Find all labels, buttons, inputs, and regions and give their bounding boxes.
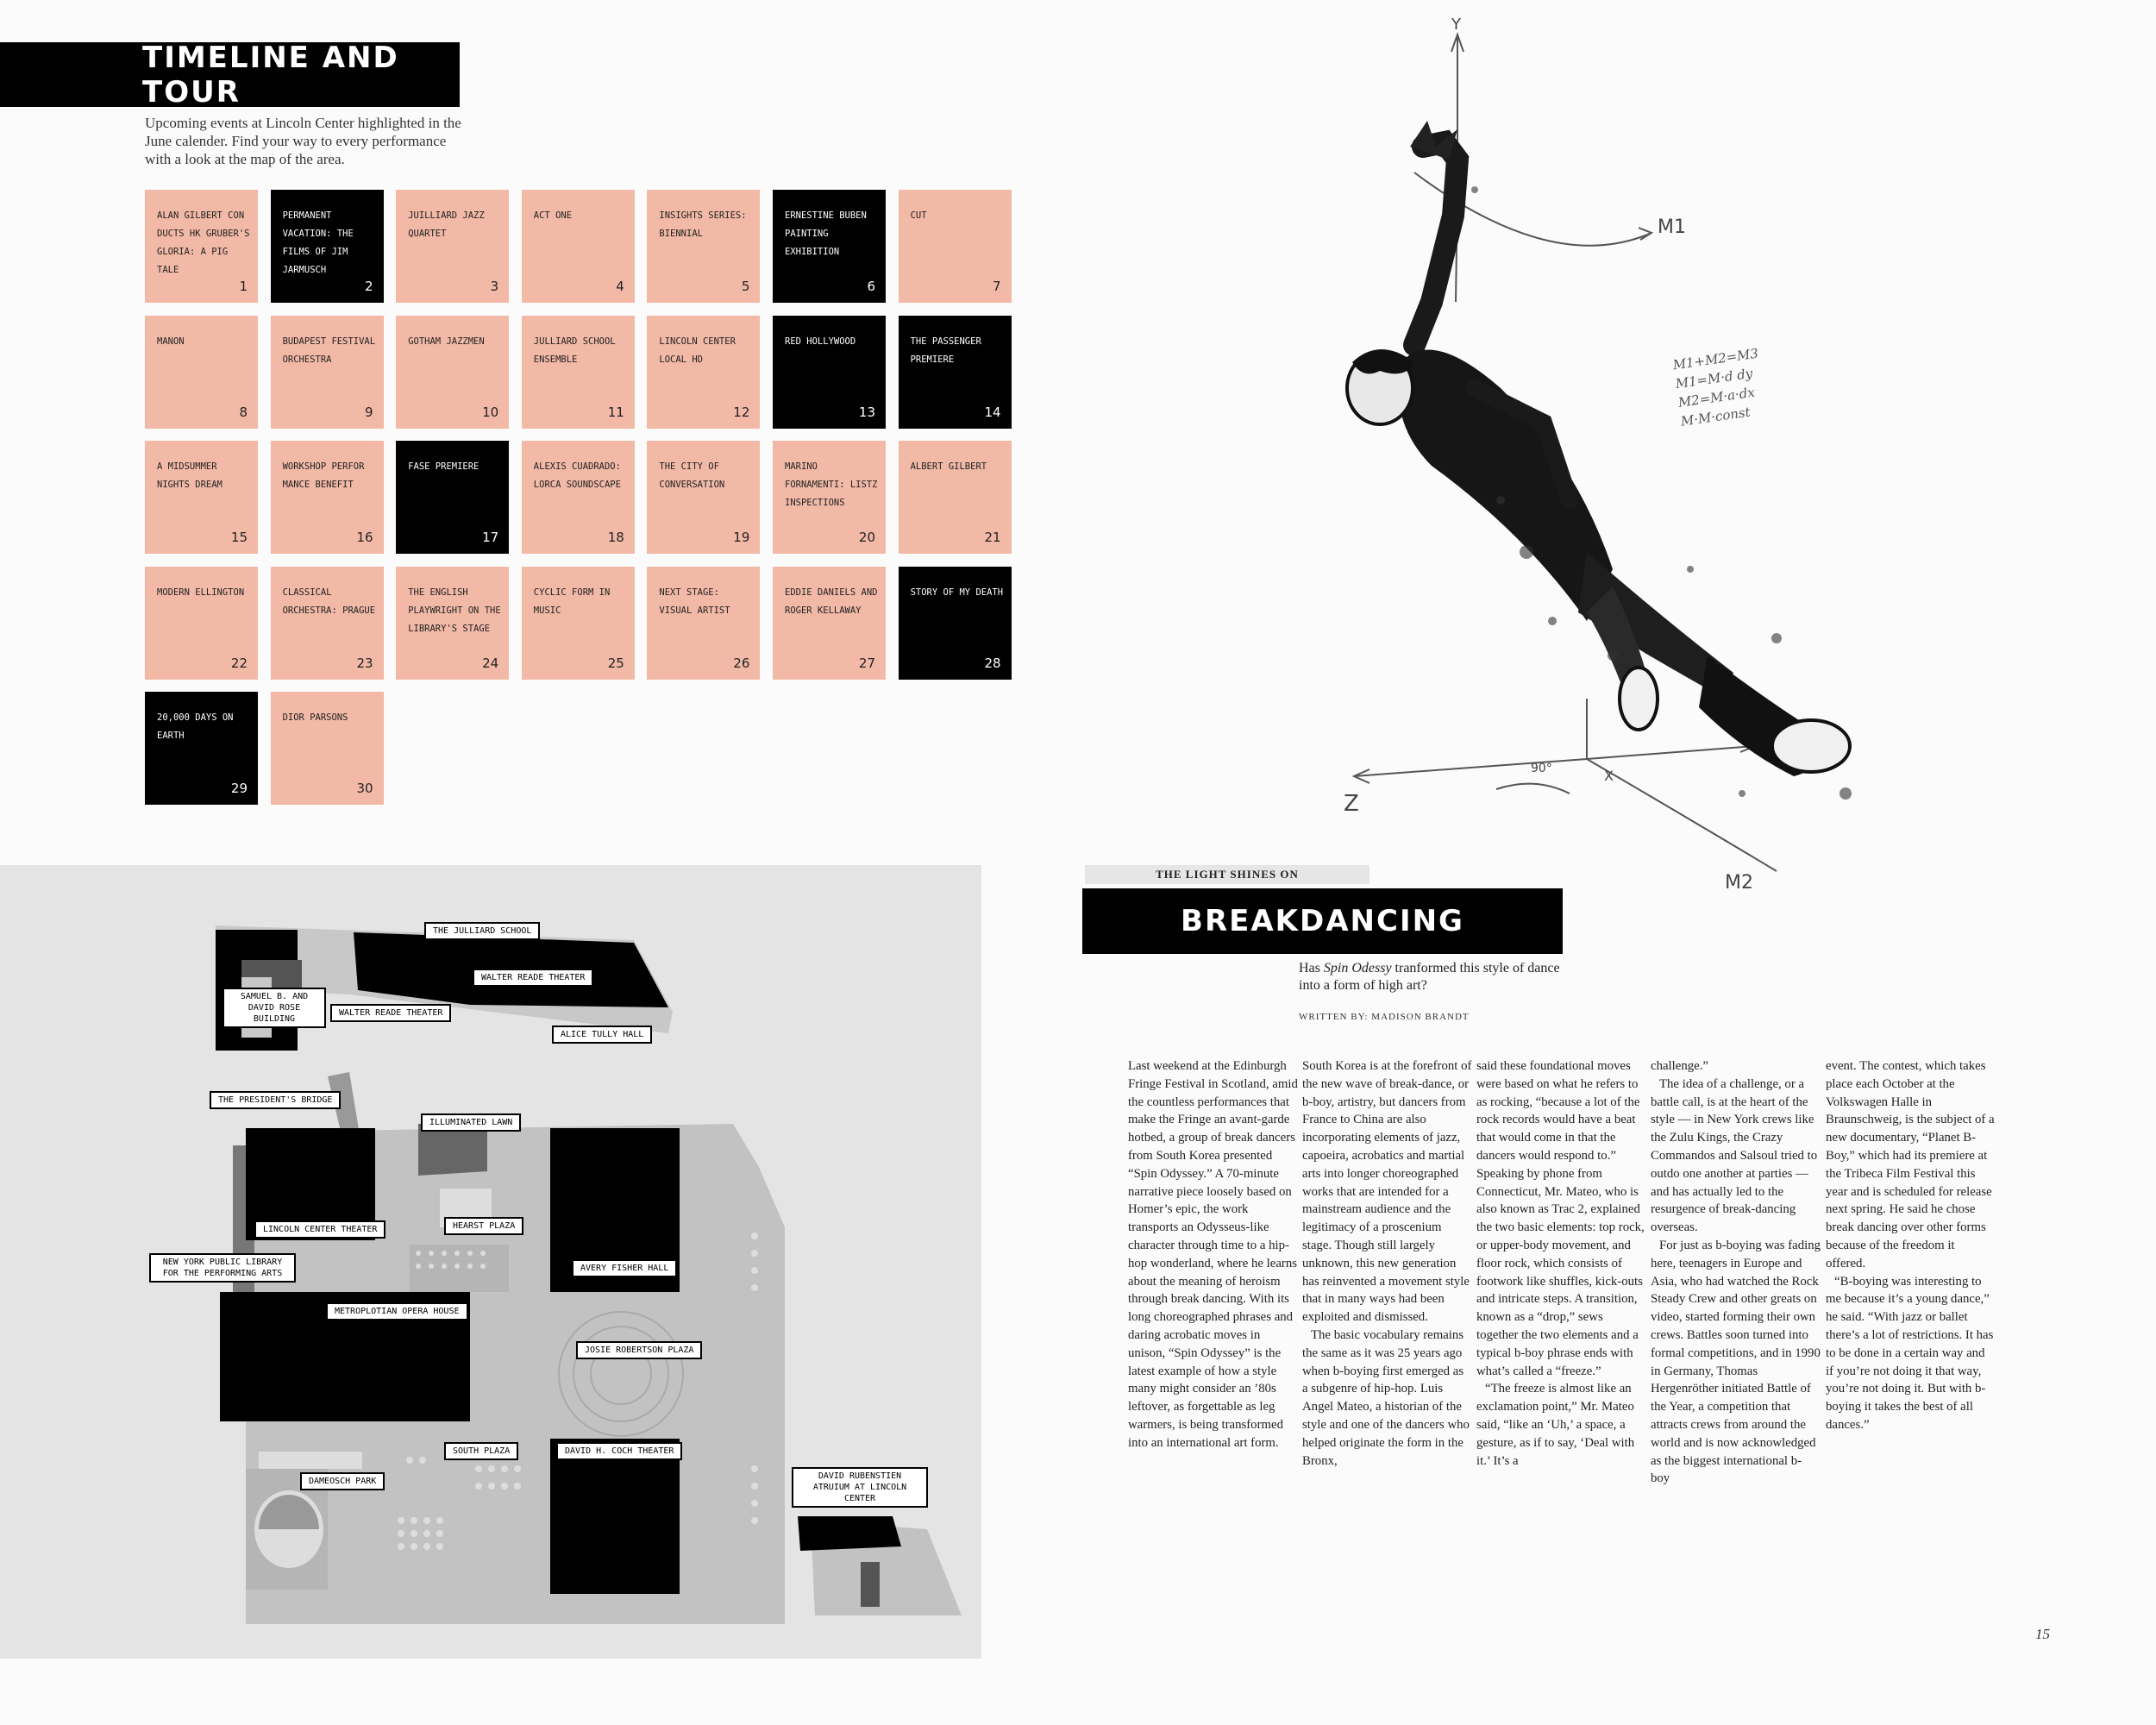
- angle-label: 90°: [1531, 762, 1552, 775]
- calendar-day-number: 4: [616, 279, 624, 294]
- calendar-event: ALBERT GILBERT: [910, 461, 987, 473]
- article-paragraph: event. The contest, which takes place each October at the Volkswagen Halle in Braunschweig, is the subject of a new documentary, “Planet B-Boy,” which had its premiere at the Tribeca Film Festival this year and is scheduled for release next spring. He said he chose break dancing over other forms because of the freedom it offered.: [1826, 1059, 1995, 1270]
- calendar-day[interactable]: [899, 567, 1012, 680]
- calendar-event: THE ENGLISH PLAYWRIGHT ON THE LIBRARY'S STAGE: [408, 586, 501, 634]
- calendar-day-number: 27: [858, 655, 875, 671]
- calendar-day[interactable]: [773, 190, 886, 303]
- calendar-day-number: 17: [482, 530, 499, 546]
- calendar-day-number: 29: [230, 781, 248, 797]
- m2-label: M2: [1725, 872, 1753, 894]
- article-title: BREAKDANCING: [1082, 888, 1563, 954]
- label-avery-fisher-hall[interactable]: AVERY FISHER HALL: [572, 1259, 677, 1277]
- calendar-event: CUT: [910, 210, 927, 221]
- label-damrosch-park[interactable]: DAMEOSCH PARK: [300, 1472, 385, 1490]
- calendar-event: DIOR PARSONS: [282, 712, 348, 724]
- calendar-day[interactable]: [396, 441, 509, 554]
- label-nypl[interactable]: NEW YORK PUBLIC LIBRARY FOR THE PERFORMING ARTS: [149, 1253, 296, 1283]
- formula-line: M2=M·a·dx: [1677, 384, 1756, 411]
- y-axis-label: Y: [1451, 16, 1461, 34]
- calendar-day-number: 13: [858, 404, 875, 420]
- calendar-day-number: 26: [733, 655, 750, 671]
- calendar-day[interactable]: [522, 190, 635, 303]
- calendar-event: 20,000 DAYS ON EARTH: [157, 712, 234, 742]
- calendar-day[interactable]: [145, 567, 258, 680]
- calendar-day[interactable]: [271, 441, 384, 554]
- article-paragraph: South Korea is at the forefront of the new wave of break-dance, or b-boy, artistry, but dancers from France to China are also incorporating elements of jazz, capoeira, acrobatics and martial arts into longer choreographed works that are intended for a mainstream audience and the legitimacy of a proscenium stage. Though still largely unknown, this new generation has reinvented a movement style that in many ways had been exploited and dismissed.: [1302, 1059, 1472, 1325]
- calendar-day-number: 25: [607, 655, 624, 671]
- article-paragraph: For just as b-boying was fading here, teenagers in Europe and Asia, who had watched the Rock Steady Crew and other greats on video, started forming their own crews. Battles soon turned into formal competitions, and in 1990 in Germany, Thomas Hergenröther initiated Battle of the Year, a competition that attracts crews from around the world and is now acknowledged as the biggest international b-boy: [1651, 1238, 1821, 1486]
- label-hearst-plaza[interactable]: HEARST PLAZA: [444, 1217, 523, 1235]
- calendar-day[interactable]: [271, 190, 384, 303]
- calendar-event: WORKSHOP PERFOR MANCE BENEFIT: [282, 461, 365, 491]
- calendar-day-number: 28: [984, 655, 1001, 671]
- calendar-day[interactable]: [145, 190, 258, 303]
- label-josie-robertson-plaza[interactable]: JOSIE ROBERTSON PLAZA: [576, 1341, 702, 1359]
- calendar-day-number: 1: [239, 279, 248, 294]
- calendar-event: JUILLIARD JAZZ QUARTET: [408, 210, 485, 239]
- article-paragraph: “The freeze is almost like an exclamation point,” Mr. Mateo said, “like an ‘Uh,’ a space, a gesture, as if to say, ‘Deal with it.’ It’s a: [1476, 1382, 1635, 1468]
- calendar-day[interactable]: [647, 316, 760, 429]
- calendar-day-number: 15: [230, 530, 248, 546]
- calendar-event: CLASSICAL ORCHESTRA: PRAGUE: [282, 586, 376, 616]
- label-presidents-bridge[interactable]: THE PRESIDENT'S BRIDGE: [210, 1091, 341, 1109]
- calendar-day-number: 24: [482, 655, 499, 671]
- article-paragraph: challenge.”: [1651, 1059, 1708, 1073]
- article-paragraph: The idea of a challenge, or a battle call, is at the heart of the style — in New York crews like the Zulu Kings, the Crazy Commandos and Salsoul tried to outdo one another at parties — and has actually led to the resurgence of break-dancing overseas.: [1651, 1076, 1818, 1235]
- breakdancer-illustration: [1328, 16, 2147, 894]
- label-south-plaza[interactable]: SOUTH PLAZA: [444, 1442, 518, 1460]
- label-walter-reade-theater-north[interactable]: WALTER READE THEATER: [473, 969, 593, 987]
- label-met-opera-house[interactable]: METROPLOTIAN OPERA HOUSE: [326, 1302, 468, 1320]
- calendar-day-number: 30: [356, 781, 373, 797]
- calendar-day-number: 11: [607, 404, 624, 420]
- article-column-1: [1128, 1057, 1298, 1452]
- calendar-day-number: 8: [239, 404, 248, 420]
- calendar-event: EDDIE DANIELS AND ROGER KELLAWAY: [785, 586, 878, 616]
- calendar-day-number: 20: [858, 530, 875, 546]
- calendar-event: CYCLIC FORM IN MUSIC: [533, 586, 611, 616]
- calendar-event: MODERN ELLINGTON: [157, 586, 245, 598]
- calendar-event: ACT ONE: [533, 210, 573, 221]
- calendar-day[interactable]: [522, 316, 635, 429]
- calendar-event: ALEXIS CUADRADO: LORCA SOUNDSCAPE: [533, 461, 621, 491]
- deck-prefix: Has: [1299, 961, 1324, 975]
- article-column-2: [1302, 1057, 1472, 1470]
- calendar-day[interactable]: [271, 567, 384, 680]
- calendar-day[interactable]: [396, 190, 509, 303]
- calendar-event: BUDAPEST FESTIVAL ORCHESTRA: [282, 336, 376, 365]
- label-rubenstein-atrium[interactable]: DAVID RUBENSTIEN ATRUIUM AT LINCOLN CENTER: [792, 1467, 928, 1508]
- article-column-4: [1651, 1057, 1821, 1488]
- hearst-plaza-grid: [410, 1245, 509, 1292]
- calendar-event: NEXT STAGE: VISUAL ARTIST: [659, 586, 730, 616]
- calendar-day[interactable]: [145, 692, 258, 805]
- calendar-event: THE PASSENGER PREMIERE: [910, 336, 981, 365]
- label-illuminated-lawn[interactable]: ILLUMINATED LAWN: [421, 1113, 521, 1132]
- calendar-day-number: 14: [984, 404, 1001, 420]
- calendar-event: FASE PREMIERE: [408, 461, 479, 473]
- calendar-day[interactable]: [899, 441, 1012, 554]
- calendar-event: JULLIARD SCHOOL ENSEMBLE: [533, 336, 616, 365]
- calendar-day[interactable]: [522, 441, 635, 554]
- calendar-day[interactable]: [145, 441, 258, 554]
- calendar-day-number: 23: [356, 655, 373, 671]
- label-walter-reade-theater[interactable]: WALTER READE THEATER: [330, 1004, 451, 1022]
- calendar-event: ERNESTINE BUBEN PAINTING EXHIBITION: [785, 210, 867, 257]
- label-rose-building[interactable]: SAMUEL B. AND DAVID ROSE BUILDING: [222, 988, 326, 1028]
- formula-line: M1+M2=M3: [1671, 345, 1760, 373]
- article-deck: [1299, 960, 1575, 994]
- calendar-event: RED HOLLYWOOD: [785, 336, 856, 347]
- deck-suffix: tranformed this style of dance into a form of high art?: [1299, 961, 1560, 993]
- calendar-day-number: 2: [365, 279, 373, 294]
- david-koch-building: [550, 1439, 680, 1594]
- calendar-day-number: 7: [993, 279, 1001, 294]
- calendar-event: A MIDSUMMER NIGHTS DREAM: [157, 461, 222, 491]
- page-number: 15: [2035, 1626, 2050, 1642]
- calendar-event: GOTHAM JAZZMEN: [408, 336, 485, 347]
- calendar-day-number: 18: [607, 530, 624, 546]
- article-column-3: [1476, 1057, 1646, 1470]
- calendar-day[interactable]: [899, 316, 1012, 429]
- atrium-building: [798, 1516, 901, 1551]
- calendar-day-number: 12: [733, 404, 750, 420]
- label-alice-tully-hall[interactable]: ALICE TULLY HALL: [552, 1026, 652, 1044]
- calendar-day[interactable]: [271, 692, 384, 805]
- calendar-event: INSIGHTS SERIES: BIENNIAL: [659, 210, 747, 239]
- formula-line: M1=M·d dy: [1674, 365, 1754, 392]
- timeline-title: TIMELINE AND TOUR: [0, 42, 460, 107]
- calendar-day-number: 22: [230, 655, 248, 671]
- calendar-day[interactable]: [647, 441, 760, 554]
- deck-italic: Spin Odessy: [1323, 961, 1392, 975]
- article-paragraph: Last weekend at the Edinburgh Fringe Festival in Scotland, amid the countless performances that make the Fringe an avant-garde hotbed, a group of break dancers from South Korea presented “Spin Odyssey.” A 70-minute narrative piece loosely based on Homer’s epic, the work transports an Odysseus-like character through time to a hip-hop wonderland, where he learns about the meaning of heroism through break dancing. With its long choreographed phrases and daring acrobatic moves in unison, “Spin Odyssey” is the latest example of how a style many might consider an ’80s leftover, as forgettable as leg warmers, is being transformed into an international art form.: [1128, 1059, 1298, 1450]
- calendar-day[interactable]: [773, 567, 886, 680]
- calendar-day-number: 9: [365, 404, 373, 420]
- calendar-day-number: 6: [867, 279, 875, 294]
- calendar-day-number: 10: [482, 404, 499, 420]
- calendar-day-number: 19: [733, 530, 750, 546]
- article-paragraph: said these foundational moves were based on what he refers to as rocking, “because a lot of the rock records would have a beat that would come in that the dancers would respond to.” Speaking by phone from Connecticut, Mr. Mateo, who is also known as Trac 2, explained the two basic elements: top rock, or upper-body movement, and floor rock, which consists of footwork like shuffles, kick-outs and intricate steps. A transition, known as a “drop,” sews together the two elements and a typical b-boy phrase ends with what’s called a “freeze.”: [1476, 1059, 1645, 1378]
- label-lincoln-center-theater[interactable]: LINCOLN CENTER THEATER: [254, 1220, 385, 1239]
- z-axis-label: Z: [1344, 791, 1359, 817]
- article-paragraph: “B-boying was interesting to me because it’s a young dance,” he said. “With jazz or ballet there’s a lot of restrictions. It has to be done in a certain way and if you’re not doing it that way, you’re not doing it. But with b-boying it takes the best of all dances.”: [1826, 1274, 1994, 1432]
- dancer-figure: [1347, 121, 1852, 800]
- article-kicker: THE LIGHT SHINES ON: [1085, 865, 1369, 884]
- calendar-event: THE CITY OF CONVERSATION: [659, 461, 725, 491]
- calendar-day[interactable]: [396, 316, 509, 429]
- calendar-day[interactable]: [647, 190, 760, 303]
- calendar-day[interactable]: [396, 567, 509, 680]
- calendar-day-number: 21: [984, 530, 1001, 546]
- calendar-day[interactable]: [773, 441, 886, 554]
- calendar-day-number: 5: [741, 279, 750, 294]
- calendar-event: MARINO FORNAMENTI: LISTZ INSPECTIONS: [785, 461, 878, 509]
- timeline-intro: Upcoming events at Lincoln Center highlighted in the June calender. Find your way to every performance with a look at the map of the area.: [145, 115, 461, 167]
- calendar-day-number: 3: [490, 279, 499, 294]
- label-julliard-school[interactable]: THE JULLIARD SCHOOL: [424, 922, 540, 940]
- calendar-day[interactable]: [773, 316, 886, 429]
- illuminated-lawn-shape: [418, 1124, 487, 1176]
- calendar-day[interactable]: [899, 190, 1012, 303]
- calendar-day[interactable]: [145, 316, 258, 429]
- calendar-event: LINCOLN CENTER LOCAL HD: [659, 336, 736, 365]
- m1-label: M1: [1658, 216, 1686, 238]
- formula-line: M·M·const: [1679, 404, 1752, 430]
- calendar-event: STORY OF MY DEATH: [910, 586, 1004, 598]
- calendar-event: MANON: [157, 336, 185, 347]
- formula-notes: [1671, 346, 1768, 430]
- article-paragraph: The basic vocabulary remains the same as it was 25 years ago when b-boying first emerged as a subgenre of hip-hop. Luis Angel Mateo, a historian of the style and one of the dancers who helped originate the form in the Bronx,: [1302, 1327, 1470, 1468]
- calendar-day[interactable]: [522, 567, 635, 680]
- calendar-event: PERMANENT VACATION: THE FILMS OF JIM JARMUSCH: [282, 210, 354, 275]
- article-column-5: [1826, 1057, 1996, 1434]
- calendar-day[interactable]: [647, 567, 760, 680]
- calendar-day-number: 16: [356, 530, 373, 546]
- x-axis-label: X: [1604, 768, 1614, 784]
- june-calendar: [145, 190, 1012, 808]
- article-byline: WRITTEN BY: MADISON BRANDT: [1299, 1012, 1470, 1022]
- calendar-event: ALAN GILBERT CON DUCTS HK GRUBER'S GLORIA: A PIG TALE: [157, 210, 250, 275]
- label-david-koch-theater[interactable]: DAVID H. COCH THEATER: [556, 1442, 682, 1460]
- calendar-day[interactable]: [271, 316, 384, 429]
- lincoln-center-map: [0, 865, 981, 1659]
